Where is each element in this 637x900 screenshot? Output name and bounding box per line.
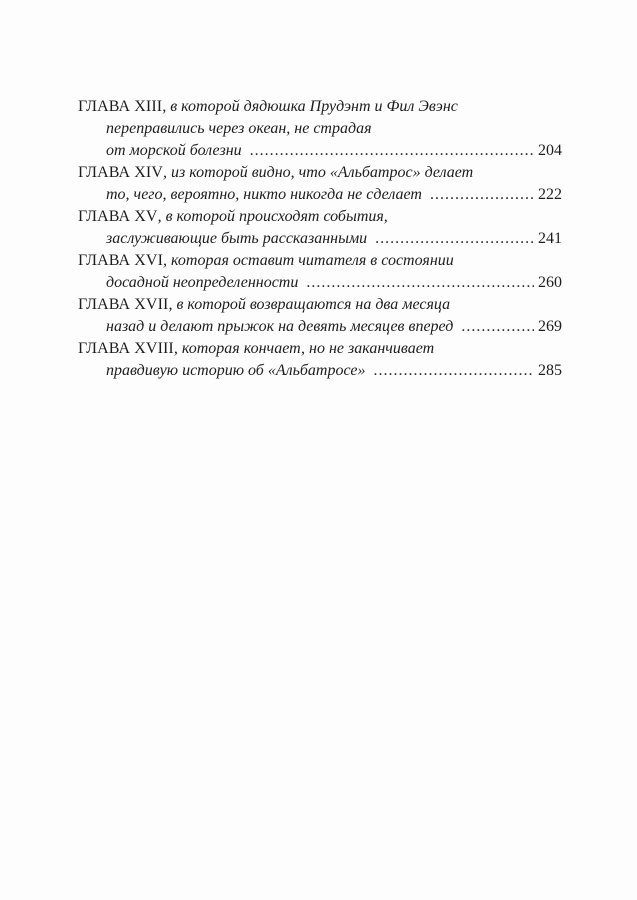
chapter-title-line: то, чего, вероятно, никто никогда не сделает [106,186,422,203]
toc-line [78,228,562,250]
chapter-title-line: , в которой дядюшка Прудэнт и Фил Эвэнс [162,98,458,115]
toc-entry-chapter-17 [78,294,562,338]
toc-entry-chapter-16 [78,250,562,294]
chapter-title-line: переправились через океан, не страдая [106,120,372,137]
toc-line [78,140,562,162]
toc-line [78,294,562,316]
chapter-title-line: , в которой возвращаются на два месяца [168,296,451,313]
toc-line [78,250,562,272]
chapter-number: ГЛАВА XIII [78,98,163,115]
page-number: 222 [538,186,562,203]
dot-leader [375,228,534,250]
toc-line [78,338,562,360]
chapter-title-line: правдивую историю об «Альбатросе» [106,362,366,379]
toc-entry-chapter-15 [78,206,562,250]
page-number: 241 [538,230,562,247]
toc-line [78,272,562,294]
dot-leader [430,184,534,206]
chapter-title-line: назад и делают прыжок на девять месяцев вперед [106,318,454,335]
chapter-title-line: заслуживающие быть рассказанными [106,230,368,247]
toc-line [78,118,562,140]
toc-entry-chapter-13 [78,96,562,162]
toc-line [78,206,562,228]
chapter-number: ГЛАВА XVII [78,296,169,313]
table-of-contents [78,96,562,382]
chapter-number: ГЛАВА XIV [78,164,164,181]
chapter-number: ГЛАВА XVIII [78,340,174,357]
chapter-title-line: , в которой происходят события, [157,208,388,225]
dot-leader [306,272,534,294]
toc-line [78,360,562,382]
page-number: 285 [538,362,562,379]
dot-leader [461,316,534,338]
chapter-title-line: , из которой видно, что «Альбатрос» делает [163,164,474,181]
toc-line [78,162,562,184]
toc-entry-chapter-18 [78,338,562,382]
page-number: 204 [538,142,562,159]
dot-leader [250,140,534,162]
chapter-title-line: , которая кончает, но не заканчивает [173,340,435,357]
chapter-number: ГЛАВА XV [78,208,158,225]
chapter-title-line: , которая оставит читателя в состоянии [163,252,454,269]
toc-line [78,184,562,206]
chapter-title-line: досадной неопределенности [106,274,299,291]
toc-line [78,96,562,118]
chapter-title-line: от морской болезни [106,142,242,159]
chapter-number: ГЛАВА XVI [78,252,164,269]
toc-entry-chapter-14 [78,162,562,206]
page-number: 260 [538,274,562,291]
dot-leader [373,360,534,382]
toc-line [78,316,562,338]
page-number: 269 [538,318,562,335]
